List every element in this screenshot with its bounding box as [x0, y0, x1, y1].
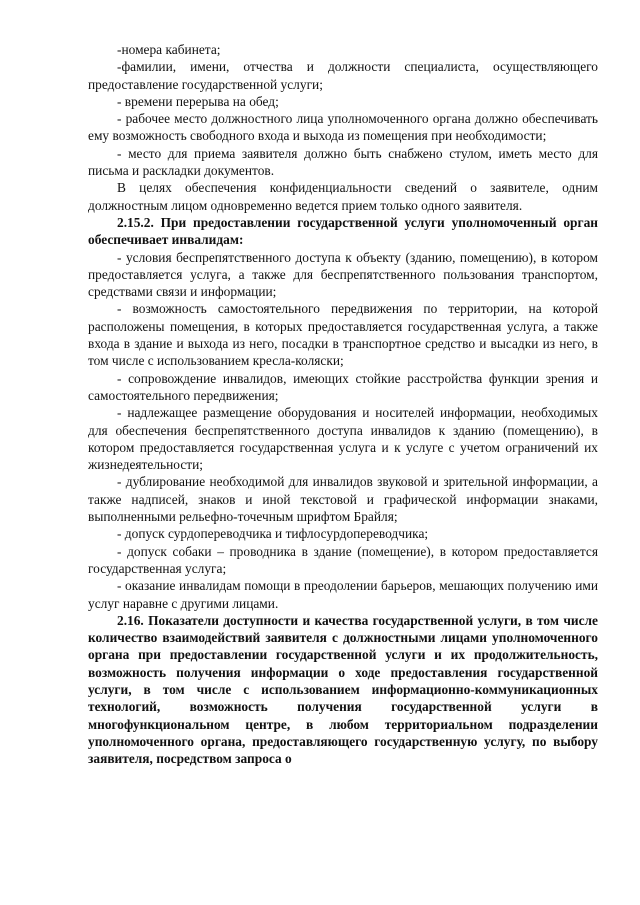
document-page — [88, 41, 598, 767]
list-item-equipment: - надлежащее размещение оборудования и носителей информации, необходимых для обеспечения беспрепятственного доступа инвалидов к зданию (помещению), в котором предоставляется государственная услуга и к услуге с учетом ограничений их жизнедеятельности; — [88, 405, 598, 473]
list-item-lunch-break: - времени перерыва на обед; — [117, 93, 279, 109]
list-item-specialist-name: -фамилии, имени, отчества и должности специалиста, осуществляющего предоставление государственной услуги; — [88, 59, 598, 92]
list-item-movement: - возможность самостоятельного передвижения по территории, на которой расположены помещения, в которых предоставляется государственная услуга, а также входа в здание и выхода из него, посадки в транспортное средство и высадки из него, в том числе с использованием кресла-коляски; — [88, 301, 598, 369]
list-item-workplace: - рабочее место должностного лица уполномоченного органа должно обеспечивать ему возможность свободного входа и выхода из помещения при необходимости; — [88, 111, 598, 144]
list-item-guide-dog: - допуск собаки – проводника в здание (помещение), в котором предоставляется государственная услуга; — [88, 543, 598, 576]
list-item-applicant-place: - место для приема заявителя должно быть снабжено стулом, иметь место для письма и раскладки документов. — [88, 145, 598, 179]
list-item-access-conditions: - условия беспрепятственного доступа к объекту (зданию, помещению), в котором предоставляется услуга, а также для беспрепятственного пользования транспортом, средствами связи и информации; — [88, 249, 598, 300]
list-item-sign-interpreter: - допуск сурдопереводчика и тифлосурдопереводчика; — [117, 526, 429, 542]
list-item-braille: - дублирование необходимой для инвалидов звуковой и зрительной информации, а также надписей, знаков и иной текстовой и графической информации знаками, выполненными рельефно-точечным шрифтом Брайля; — [88, 474, 598, 525]
list-item-assistance: - оказание инвалидам помощи в преодолении барьеров, мешающих получению ими услуг наравне с другими лицами. — [88, 578, 598, 611]
section-2-15-2-heading: 2.15.2. При предоставлении государственной услуги уполномоченный орган обеспечивает инвалидам: — [88, 214, 598, 248]
section-2-16-heading: 2.16. Показатели доступности и качества государственной услуги, в том числе количество взаимодействий заявителя с должностными лицами уполномоченного органа при предоставлении государственной услуги и их продолжительность, возможность получения информации о ходе предоставления государственной услуги, в том числе с использованием информационно-коммуникационных технологий, возможность получения государственной услуги в многофункциональном центре, в любом территориальном подразделении уполномоченного органа, предоставляющего государственную услугу, по выбору заявителя, посредством запроса о — [88, 612, 598, 767]
list-item-escort: - сопровождение инвалидов, имеющих стойкие расстройства функции зрения и самостоятельного передвижения; — [88, 370, 598, 403]
list-item-cabinet-number: -номера кабинета; — [117, 42, 221, 57]
confidentiality-paragraph: В целях обеспечения конфиденциальности сведений о заявителе, одним должностным лицом одновременно ведется прием только одного заявителя. — [88, 180, 598, 213]
